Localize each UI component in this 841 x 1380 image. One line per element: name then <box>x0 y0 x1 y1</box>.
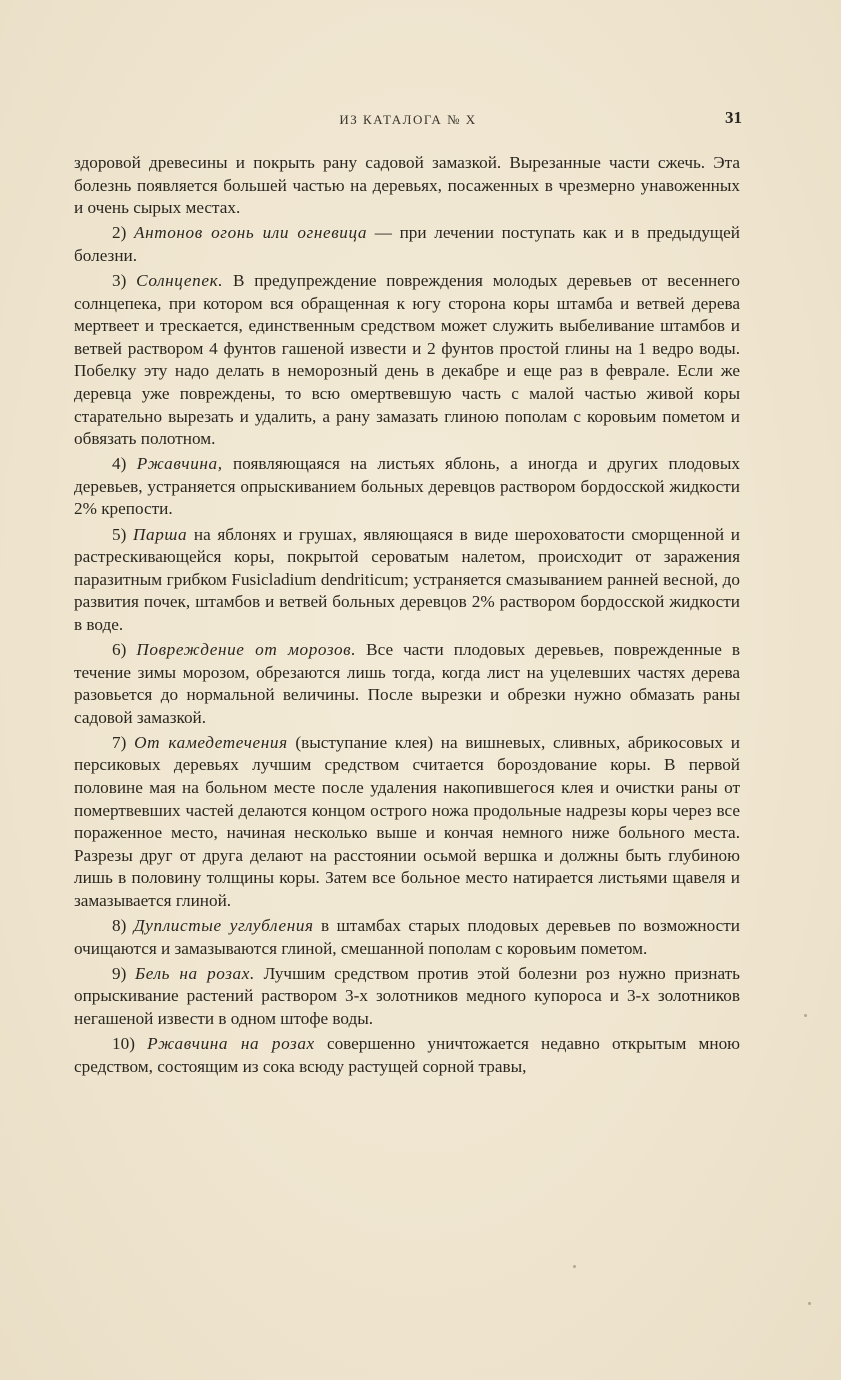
paragraph-text: — при лечении поступать как и в предыдущей болезни. <box>74 223 740 265</box>
disease-term: Солнцепек. <box>136 270 224 290</box>
disease-term: Ржавчина, <box>136 454 223 474</box>
running-title: ИЗ КАТАЛОГА № X <box>339 112 477 127</box>
paragraph-text: (выступание клея) на вишневых, сливных, абрикосовых и персиковых деревьях лучшим средством считается бороздование коры. В первой половине мая на больном месте после удаления накопившегося клея и очистки раны от помертвевших частей делаются концом острого ножа продольные надрезы коры через все пораженное место, начиная несколько выше и кончая немного ниже больного места. Разрезы друг от друга делают на расстоянии осьмой вершка и должны быть глубиною лишь в половину толщины коры. Затем все больное место натирается листьями щавеля и замазывается глиной. <box>74 732 740 910</box>
paragraph-text: здоровой древесины и покрыть рану садовой замазкой. Вырезанные части сжечь. Эта болезнь появляется большей частью на деревьях, посаженных в чрезмерно унавоженных и очень сырых местах. <box>74 153 740 218</box>
paper-speck <box>573 1265 576 1268</box>
paragraph-10 <box>74 1033 740 1078</box>
disease-term: Парша <box>133 524 188 544</box>
disease-term: Повреждение от морозов. <box>136 639 357 659</box>
paragraph-1 <box>74 152 740 220</box>
running-head <box>74 108 742 132</box>
disease-term: Дуплистые углубления <box>133 916 314 936</box>
paragraph-8 <box>74 915 740 960</box>
body-text <box>74 152 740 1078</box>
paragraph-6 <box>74 639 740 729</box>
paper-speck <box>804 1014 807 1017</box>
item-number: 5) <box>112 524 134 544</box>
paragraph-text: на яблонях и грушах, являющаяся в виде шероховатости сморщенной и растрескивающейся коры, покрытой сероватым налетом, происходит от заражения паразитным грибком Fusicladium dendriticum; устраняется смазыванием ранней весной, до развития почек, штамбов и ветвей больных деревцов 2% раствором бордосской жидкости в воде. <box>74 524 740 634</box>
paragraph-text: появляющаяся на листьях яблонь, а иногда и других плодовых деревьев, устраняется опрыскиванием больных деревцов раствором бордосской жидкости 2% крепости. <box>74 454 740 519</box>
disease-term: Ржавчина на розах <box>147 1034 315 1054</box>
paragraph-text: В предупреждение повреждения молодых деревьев от весеннего солнцепека, при котором вся обращенная к югу сторона коры штамба и ветвей дерева мертвеет и трескается, единственным средством может служить выбеливание штамбов и ветвей раствором 4 фунтов гашеной извести и 2 фунтов простой глины на 1 ведро воды. Побелку эту надо делать в неморозный день в декабре и еще раз в феврале. Если же деревца уже повреждены, то всю омертвевшую часть с малой частью живой коры старательно вырезать и удалить, а рану замазать глиною пополам с коровьим пометом и обвязать полотном. <box>74 270 740 449</box>
item-number: 4) <box>112 454 137 474</box>
disease-term: От камедетечения <box>134 732 288 752</box>
disease-term: Антонов огонь или огневица <box>134 223 368 243</box>
item-number: 10) <box>112 1034 148 1054</box>
item-number: 9) <box>112 963 136 983</box>
page-number: 31 <box>725 108 742 127</box>
item-number: 2) <box>112 223 134 243</box>
paragraph-3 <box>74 270 740 451</box>
paragraph-7 <box>74 732 740 913</box>
item-number: 8) <box>112 916 134 936</box>
disease-term: Бель на розах. <box>135 963 255 983</box>
item-number: 6) <box>112 639 137 659</box>
item-number: 7) <box>112 732 135 752</box>
paragraph-5 <box>74 524 740 637</box>
paragraph-text: в штамбах старых плодовых деревьев по возможности очищаются и замазываются глиной, смешанной пополам с коровьим пометом. <box>74 916 740 958</box>
item-number: 3) <box>112 270 137 290</box>
paragraph-4 <box>74 453 740 521</box>
paragraph-text: Все части плодовых деревьев, поврежденные в течение зимы морозом, обрезаются лишь тогда, когда лист на уцелевших частях дерева разовьется до нормальной величины. После вырезки и обрезки нужно обмазать раны садовой замазкой. <box>74 639 740 727</box>
paper-speck <box>808 1302 811 1305</box>
paragraph-text: совершенно уничтожается недавно открытым мною средством, состоящим из сока всюду растущей сорной травы, <box>74 1034 740 1076</box>
paragraph-text: Лучшим средством против этой болезни роз нужно признать опрыскивание растений раствором 3-х золотников медного купороса и 3-х золотников негашеной извести в одном штофе воды. <box>74 963 740 1028</box>
paragraph-2 <box>74 222 740 267</box>
paragraph-9 <box>74 963 740 1031</box>
